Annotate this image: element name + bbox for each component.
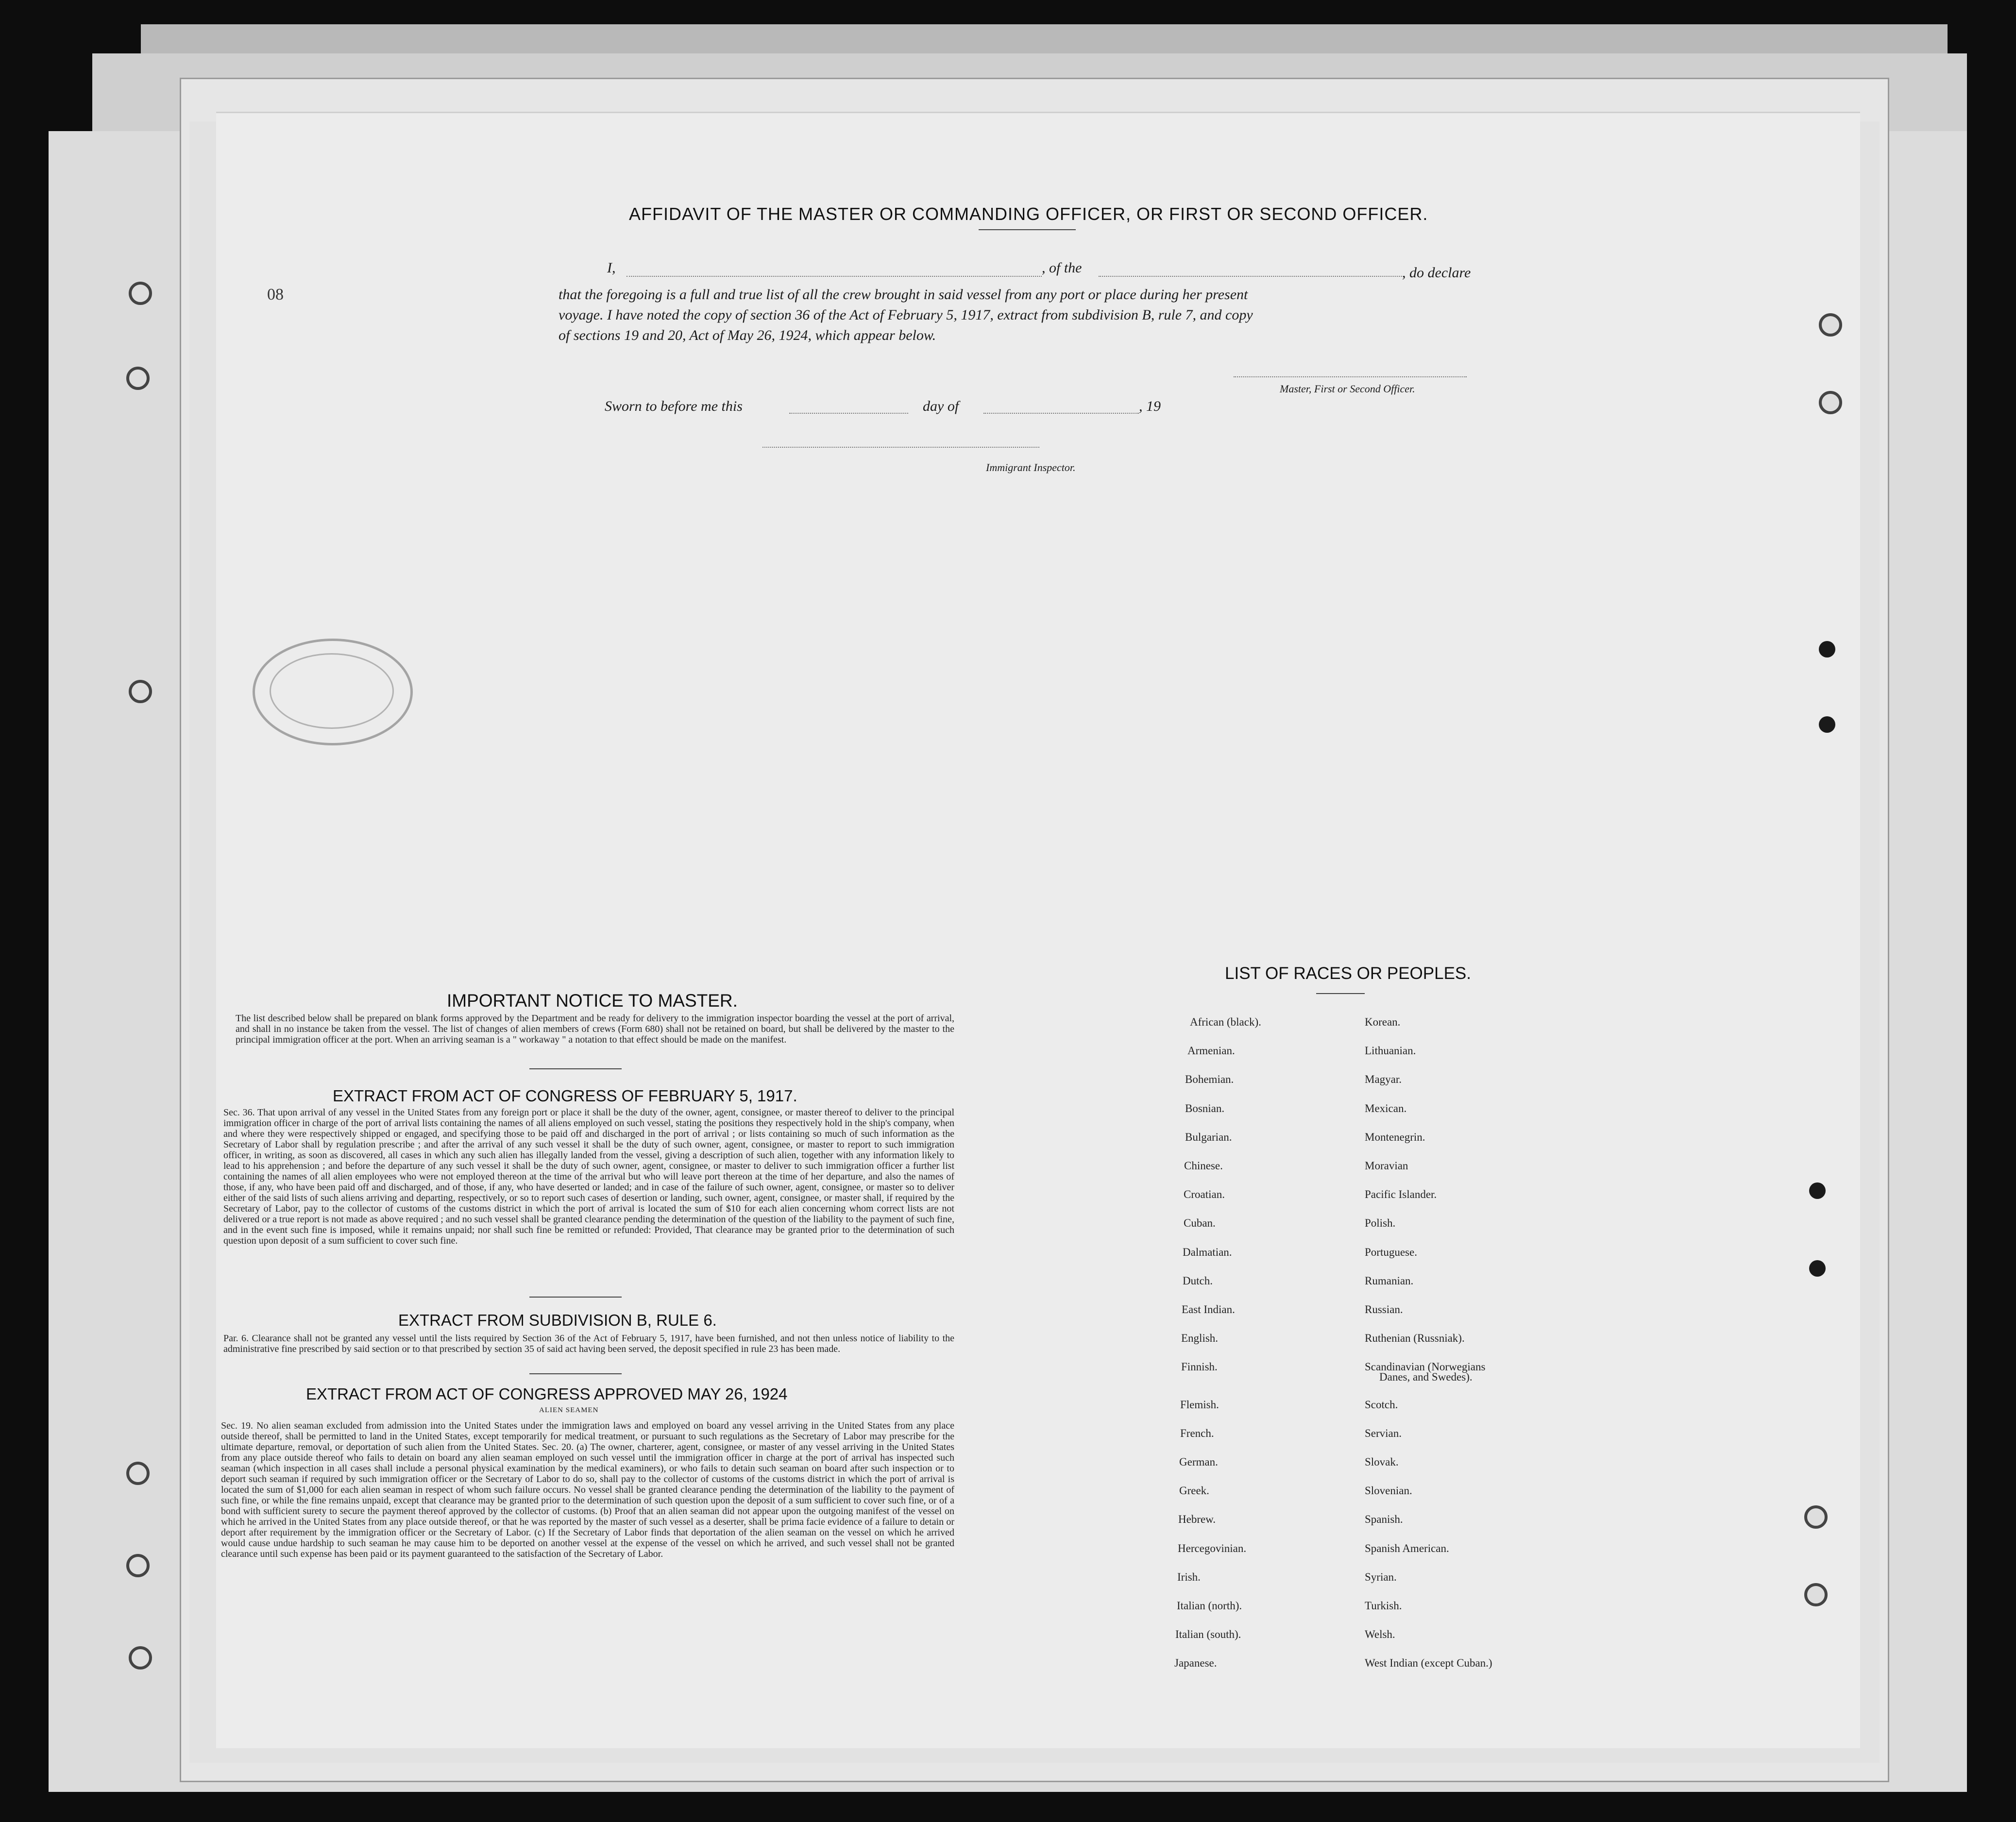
- race-item: Japanese.: [1174, 1657, 1217, 1669]
- declaration-line-2: voyage. I have noted the copy of section 36 of the Act of February 5, 1917, extract from subdivision B, rule 7, and copy: [559, 307, 1253, 323]
- inspector-label: Immigrant Inspector.: [986, 461, 1076, 473]
- binder-hole: [126, 367, 150, 390]
- race-item: Magyar.: [1365, 1073, 1402, 1085]
- race-item: Scotch.: [1365, 1399, 1398, 1411]
- punch-hole: [1809, 1182, 1826, 1199]
- inspector-signature-line: [762, 447, 1039, 448]
- race-item: West Indian (except Cuban.): [1365, 1657, 1492, 1669]
- race-item: Irish.: [1177, 1571, 1201, 1583]
- race-item: Welsh.: [1365, 1628, 1395, 1640]
- race-item: Montenegrin.: [1365, 1131, 1425, 1143]
- name-blank: [627, 276, 1042, 277]
- race-item: Spanish.: [1365, 1513, 1403, 1525]
- race-item: Croatian.: [1184, 1188, 1225, 1200]
- race-item: Turkish.: [1365, 1600, 1402, 1612]
- race-item: Korean.: [1365, 1016, 1401, 1028]
- race-item: Scandinavian (Norwegians: [1365, 1361, 1486, 1373]
- race-item: Dutch.: [1183, 1275, 1213, 1287]
- race-item: East Indian.: [1182, 1303, 1235, 1316]
- race-item: German.: [1179, 1456, 1218, 1468]
- extract-1924-text: Sec. 19. No alien seaman excluded from admission into the United States under the immigration laws and employed on board any vessel arriving in the United States from any place outside thereof, shall be permitted to land in the United States, except temporarily for medical treatment, or pursuant to such regulations as the Secretary of Labor may prescribe for the ultimate departure, removal, or deportation of such alien from the United States. Sec. 20. (a) The owner, charterer, agent, consignee, or master of any vessel arriving in the United States from any place outside thereof who fails to detain on board any alien seaman employed on such vessel until the immigration officer in charge at the port of arrival has inspected such seaman (which inspection in all cases shall include a personal physical examination by the medical examiners), or who fails to detain such seaman on board after such inspection or to deport such seaman if required by such immigration officer or the Secretary of Labor to do so, shall pay to the collector of customs of the customs district in which the port of arrival is located the sum of $1,000 for each alien seaman in respect of whom such failure occurs. No vessel shall be granted clearance pending the determination of the liability to the payment of such fine, or while the fine remains unpaid, except that clearance may be granted prior to the determination of such question upon the deposit of a sum sufficient to cover such fine, or of a bond with sufficient surety to secure the payment thereof approved by the collector of customs. (b) Proof that an alien seaman did not appear upon the outgoing manifest of the vessel on which he arrived in the United States from any place outside thereof, or that he was reported by the master of such vessel as a deserter, shall be prima facie evidence of a failure to detain or deport after requirement by the immigration officer or the Secretary of Labor. (c) If the Secretary of Labor finds that deportation of the alien seaman on the vessel on which he arrived would cause undue hardship to such seaman he may cause him to be deported on another vessel at the expense of the vessel on which he arrived, and such vessel shall not be granted clearance until such expense has been paid or its payment guaranteed to the satisfaction of the Secretary of Labor.: [221, 1420, 954, 1559]
- notice-title: IMPORTANT NOTICE TO MASTER.: [447, 991, 738, 1011]
- races-rule: [1316, 993, 1365, 994]
- race-item: Armenian.: [1187, 1045, 1235, 1057]
- year-label: , 19: [1139, 398, 1161, 414]
- extract-rule6-title: EXTRACT FROM SUBDIVISION B, RULE 6.: [398, 1311, 717, 1329]
- title-rule: [979, 229, 1076, 230]
- vessel-blank: [1099, 276, 1402, 277]
- race-item: Spanish American.: [1365, 1542, 1449, 1554]
- section-rule: [529, 1068, 622, 1069]
- extract-1924-subtitle: ALIEN SEAMEN: [539, 1406, 599, 1414]
- race-item: Hebrew.: [1178, 1513, 1216, 1525]
- race-item: Servian.: [1365, 1427, 1402, 1439]
- race-item: Polish.: [1365, 1217, 1396, 1229]
- day-blank: [789, 413, 908, 414]
- race-item: Dalmatian.: [1183, 1246, 1232, 1258]
- punch-hole: [1819, 716, 1835, 733]
- race-item: Italian (south).: [1175, 1628, 1241, 1640]
- oval-stamp-inner: [270, 653, 394, 729]
- declaration-line-3: of sections 19 and 20, Act of May 26, 1924, which appear below.: [559, 327, 936, 343]
- race-item: Moravian: [1365, 1160, 1408, 1172]
- master-label: Master, First or Second Officer.: [1280, 383, 1415, 395]
- month-blank: [983, 413, 1139, 414]
- extract-1917-title: EXTRACT FROM ACT OF CONGRESS OF FEBRUARY 5, 1917.: [333, 1087, 797, 1105]
- race-item: Mexican.: [1365, 1102, 1407, 1114]
- race-item: Italian (north).: [1177, 1600, 1242, 1612]
- race-item: Rumanian.: [1365, 1275, 1414, 1287]
- extract-1924-title: EXTRACT FROM ACT OF CONGRESS APPROVED MAY 26, 1924: [306, 1385, 788, 1403]
- section-rule: [529, 1297, 622, 1298]
- declaration-line-1: that the foregoing is a full and true list of all the crew brought in said vessel from any port or place during her present: [559, 287, 1248, 303]
- sworn-label: Sworn to before me this: [605, 398, 743, 414]
- master-signature-line: [1234, 376, 1467, 377]
- race-item: Finnish.: [1181, 1361, 1218, 1373]
- notice-text: The list described below shall be prepared on blank forms approved by the Department and be ready for delivery to the immigration inspector boarding the vessel at the port of arrival, and shall in no instance be taken from the vessel. The list of changes of alien members of crews (Form 680) shall not be retained on board, but shall be delivered by the master to the principal immigration officer at the port. When an arriving seaman is a " workaway " a notation to that effect should be made on the manifest.: [236, 1013, 954, 1045]
- do-declare-label: , do declare: [1402, 265, 1471, 281]
- punch-hole: [1819, 641, 1835, 658]
- race-item: Hercegovinian.: [1178, 1542, 1247, 1554]
- race-item: Greek.: [1179, 1485, 1209, 1497]
- binder-hole: [1819, 391, 1842, 414]
- race-item: Bulgarian.: [1185, 1131, 1232, 1143]
- binder-hole: [129, 680, 152, 703]
- binder-hole: [126, 1462, 150, 1485]
- race-item: Cuban.: [1184, 1217, 1216, 1229]
- race-item: Lithuanian.: [1365, 1045, 1416, 1057]
- binder-hole: [1819, 313, 1842, 337]
- margin-mark: 08: [267, 286, 284, 304]
- affidavit-title: AFFIDAVIT OF THE MASTER OR COMMANDING OFFICER, OR FIRST OR SECOND OFFICER.: [629, 204, 1428, 224]
- race-item: Flemish.: [1180, 1399, 1219, 1411]
- extract-rule6-text: Par. 6. Clearance shall not be granted any vessel until the lists required by Section 36 of the Act of February 5, 1917, have been furnished, and not then unless notice of liability to the administrative fine prescribed by said section or to that prescribed by section 35 of said act having been served, the deposit specified in rule 23 has been made.: [223, 1333, 954, 1354]
- race-item: African (black).: [1190, 1016, 1261, 1028]
- race-item: Ruthenian (Russniak).: [1365, 1332, 1465, 1344]
- binder-hole: [126, 1554, 150, 1577]
- of-the-label: , of the: [1042, 260, 1082, 276]
- race-item: Syrian.: [1365, 1571, 1397, 1583]
- section-rule: [529, 1373, 622, 1374]
- race-item-continuation: Danes, and Swedes).: [1379, 1371, 1473, 1383]
- i-label: I,: [607, 260, 616, 276]
- binder-hole: [1804, 1583, 1828, 1606]
- race-item: Russian.: [1365, 1303, 1403, 1316]
- race-item: Slovenian.: [1365, 1485, 1412, 1497]
- race-item: English.: [1181, 1332, 1219, 1344]
- binder-hole: [129, 1646, 152, 1670]
- binder-hole: [129, 282, 152, 305]
- binder-hole: [1804, 1505, 1828, 1529]
- race-item: Bohemian.: [1185, 1073, 1234, 1085]
- race-item: Slovak.: [1365, 1456, 1399, 1468]
- race-item: Bosnian.: [1185, 1102, 1225, 1114]
- race-item: Pacific Islander.: [1365, 1188, 1437, 1200]
- race-item: French.: [1180, 1427, 1214, 1439]
- race-item: Chinese.: [1184, 1160, 1223, 1172]
- race-item: Portuguese.: [1365, 1246, 1417, 1258]
- races-title: LIST OF RACES OR PEOPLES.: [1225, 964, 1472, 983]
- day-of-label: day of: [923, 398, 959, 414]
- punch-hole: [1809, 1260, 1826, 1277]
- extract-1917-text: Sec. 36. That upon arrival of any vessel in the United States from any foreign port or place it shall be the duty of the owner, agent, consignee, or master thereof to deliver to the principal immigration officer in charge of the port of arrival lists containing the names of all aliens employed on such vessel, stating the positions they respectively hold in the ship's company, when and where they were respectively shipped or engaged, and specifying those to be paid off and discharged in the port of arrival ; or lists containing so much of such information as the Secretary of Labor shall by regulation prescribe ; and after the arrival of any such vessel it shall be the duty of such owner, agent, consignee, or master to report to such immigration officer, in writing, as soon as discovered, all cases in which any such alien has illegally landed from the vessel, giving a description of such alien, together with any information likely to lead to his apprehension ; and before the departure of any such vessel it shall be the duty of such owner, agent, consignee, or master to deliver to such immigration officer a further list containing the names of all alien employees who were not employed thereon at the time of the arrival but who will leave port thereon at the time of her departure, and also the names of those, if any, who have been paid off and discharged, and of those, if any, who have deserted or landed; and in case of the failure of such owner, agent, consignee, or master so to deliver either of the said lists of such aliens arriving and departing, respectively, or so to report such cases of desertion or landing, such owner, agent, consignee, or master shall, if required by the Secretary of Labor, pay to the collector of customs of the customs district in which the port of arrival is located the sum of $10 for each alien concerning whom correct lists are not delivered or a true report is not made as above required ; and no such vessel shall be granted clearance pending the determination of the question of the liability to the payment of such fine, and in the event such fine is imposed, while it remains unpaid; nor shall such fine be remitted or refunded: Provided, That clearance may be granted prior to the determination of such question upon deposit of a sum sufficient to cover such fine.: [223, 1107, 954, 1246]
